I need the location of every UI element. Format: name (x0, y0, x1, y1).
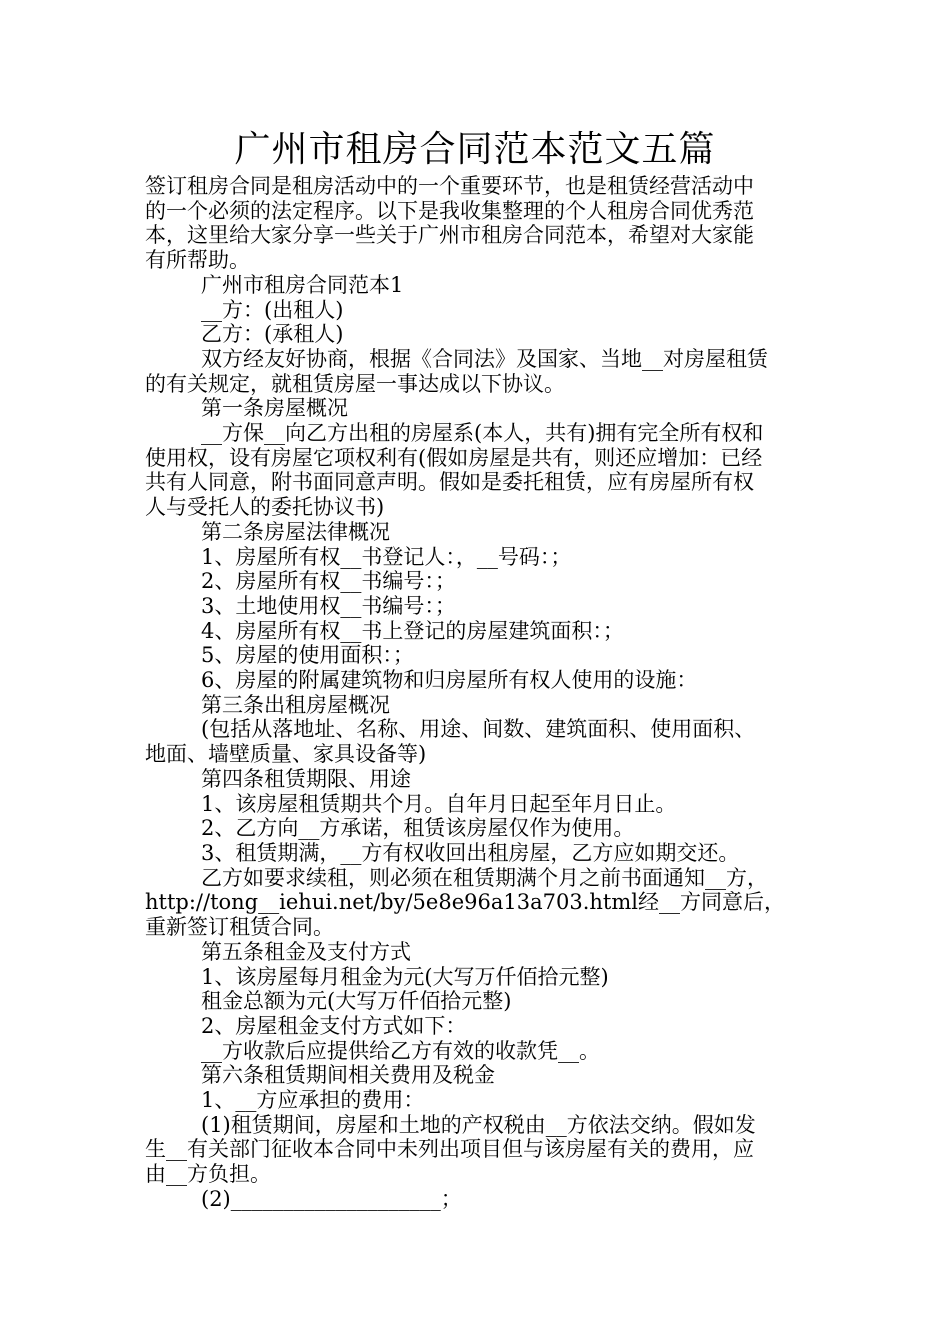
paragraph-line: 地面、墙壁质量、家具设备等) (145, 742, 427, 767)
paragraph-line: (1)租赁期间，房屋和土地的产权税由__方依法交纳。假如发 (201, 1112, 756, 1137)
paragraph-line: 5、房屋的使用面积：； (201, 643, 414, 668)
paragraph-line: 的有关规定，就租赁房屋一事达成以下协议。 (145, 371, 565, 396)
paragraph-line: 2、房屋所有权__书编号：； (201, 569, 456, 594)
paragraph-line: 第四条租赁期限、用途 (201, 766, 411, 791)
paragraph-line: 签订租房合同是租房活动中的一个重要环节，也是租赁经营活动中 (145, 174, 754, 198)
paragraph-line: 有所帮助。 (145, 248, 250, 273)
paragraph-line: __方保__向乙方出租的房屋系(本人，共有)拥有完全所有权和 (201, 421, 764, 446)
paragraph-line: (2)____________________； (201, 1186, 462, 1211)
paragraph-line: 使用权，设有房屋它项权利有(假如房屋是共有，则还应增加：已经 (145, 445, 763, 470)
paragraph-line: 第二条房屋法律概况 (201, 519, 390, 544)
paragraph-line: 双方经友好协商，根据《合同法》及国家、当地__对房屋租赁 (201, 346, 768, 371)
paragraph-line: 生__有关部门征收本合同中未列出项目但与该房屋有关的费用，应 (145, 1137, 754, 1162)
paragraph-line: 1、房屋所有权__书登记人：，__号码：； (201, 544, 572, 569)
paragraph-line: 2、乙方向__方承诺，租赁该房屋仅作为使用。 (201, 816, 635, 841)
paragraph-line: 3、租赁期满，__方有权收回出租房屋，乙方应如期交还。 (201, 840, 740, 865)
paragraph-line: __方收款后应提供给乙方有效的收款凭__。 (201, 1038, 600, 1063)
paragraph-line: 的一个必须的法定程序。以下是我收集整理的个人租房合同优秀范 (145, 198, 754, 223)
paragraph-line: 第五条租金及支付方式 (201, 939, 411, 964)
paragraph-line: 由__方负担。 (145, 1162, 271, 1187)
paragraph-line: 6、房屋的附属建筑物和归房屋所有权人使用的设施： (201, 668, 698, 693)
document-body (145, 174, 805, 1212)
paragraph-line: __方：(出租人) (201, 297, 344, 322)
paragraph-line: 重新签订租赁合同。 (145, 915, 334, 940)
paragraph-line: 第一条房屋概况 (201, 396, 348, 421)
paragraph-line: 广州市租房合同范本1 (201, 272, 404, 297)
paragraph-line: 第三条出租房屋概况 (201, 692, 390, 717)
paragraph-line: 第六条租赁期间相关费用及税金 (201, 1063, 495, 1088)
document-title: 广州市租房合同范本范文五篇 (234, 129, 716, 170)
paragraph-line: 2、房屋租金支付方式如下： (201, 1013, 467, 1038)
paragraph-line: (包括从落地址、名称、用途、间数、建筑面积、使用面积、 (201, 717, 756, 742)
paragraph-line: 1、该房屋每月租金为元(大写万仟佰拾元整) (201, 964, 609, 989)
paragraph-line: 租金总额为元(大写万仟佰拾元整) (201, 989, 512, 1014)
paragraph-line: 乙方如要求续租，则必须在租赁期满个月之前书面通知__方， (201, 865, 768, 890)
paragraph-line: http://tong__iehui.net/by/5e8e96a13a703.html经__方同意后， (145, 890, 785, 915)
paragraph-line: 4、房屋所有权__书上登记的房屋建筑面积：； (201, 618, 624, 643)
paragraph-line: 人与受托人的委托协议书) (145, 495, 385, 520)
paragraph-line: 本，这里给大家分享一些关于广州市租房合同范本，希望对大家能 (145, 223, 754, 248)
paragraph-line: 1、__方应承担的费用： (201, 1088, 425, 1113)
paragraph-line: 3、土地使用权__书编号：； (201, 593, 456, 618)
paragraph-line: 乙方：(承租人) (201, 322, 344, 347)
paragraph-line: 1、该房屋租赁期共个月。自年月日起至年月日止。 (201, 791, 677, 816)
paragraph-line: 共有人同意，附书面同意声明。假如是委托租赁，应有房屋所有权 (145, 470, 754, 495)
